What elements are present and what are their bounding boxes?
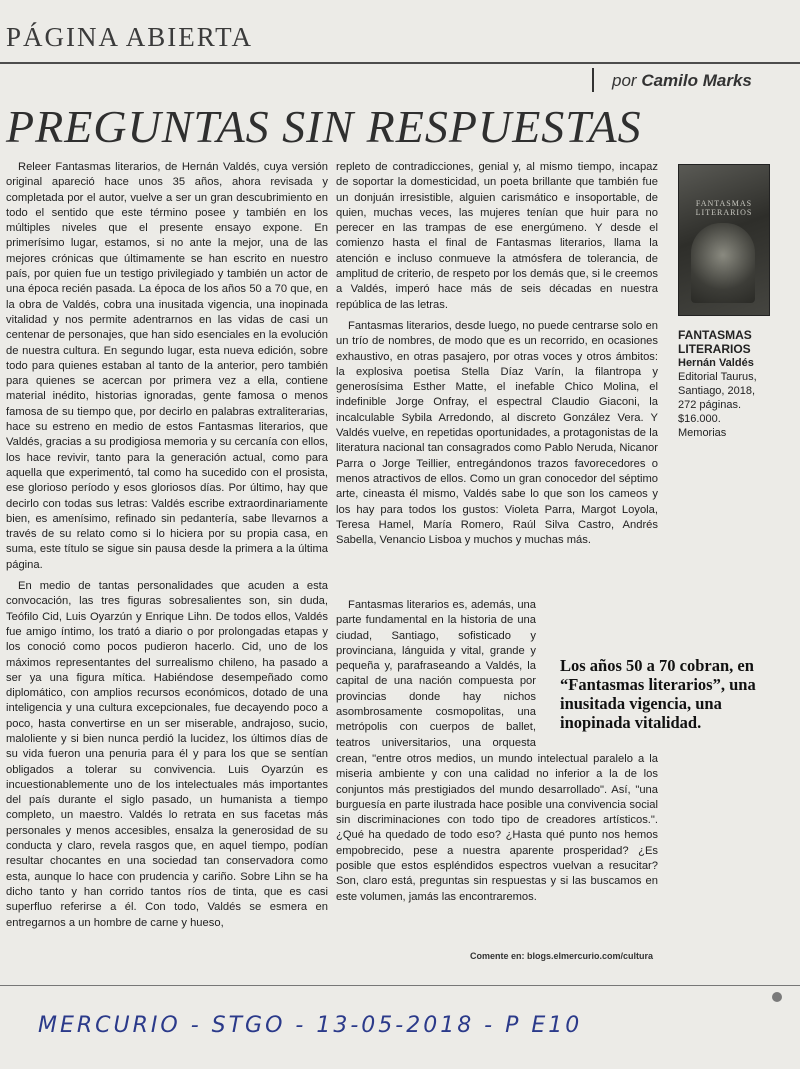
pull-quote: Los años 50 a 70 cobran, en “Fantasmas literarios”, una inusitada vigencia, una inopinada vitalidad.	[560, 656, 756, 732]
book-info	[678, 328, 796, 440]
cover-art	[691, 223, 755, 303]
byline-prefix: por	[612, 71, 637, 90]
book-price: $16.000.	[678, 413, 721, 425]
book-cover-image	[678, 164, 770, 316]
cover-title: FANTASMAS LITERARIOS	[695, 199, 753, 217]
bottom-rule	[0, 985, 800, 986]
book-author: Hernán Valdés	[678, 357, 754, 369]
byline-author: Camilo Marks	[641, 71, 752, 90]
article-column-2	[336, 160, 658, 596]
comment-link[interactable]: Comente en: blogs.elmercurio.com/cultura	[470, 951, 654, 961]
handwritten-note: MERCURIO - STGO - 13-05-2018 - P E10	[38, 1013, 583, 1038]
book-pages: 272 páginas.	[678, 399, 741, 411]
top-rule	[0, 62, 800, 64]
article-column-1	[6, 160, 328, 985]
paragraph: crean, "entre otros medios, un mundo intelectual paralelo a la miseria ambiente y con una calidad no inferior a la de los conjuntos más prestigiados del mundo desarrollado". Así, "una burguesía en parte ilustrada hace posible una convivencia social sin discriminaciones con todo tipo de creadores artísticos.". ¿Qué ha quedado de todo eso? ¿Hasta qué punto nos hemos empobrecido, pese a nuestra aparente prosperidad? ¿Es posible que estos espléndidos espectros vuelvan a resucitar? Son, claro está, preguntas sin respuestas y si las buscamos en este volumen, jamás las encontraremos.	[336, 753, 658, 903]
byline-bar	[592, 68, 594, 92]
paragraph: Fantasmas literarios, desde luego, no puede centrarse solo en un trío de nombres, de modo que es un recorrido, en ocasiones exhaustivo, en otras pasajero, por otras voces y otros ámbitos: la explosiva poetisa Stella Díaz Varín, la filantropa y generosísima Esther Matte, el inefable Chico Molina, el indefinible Jorge Onfray, el espectral Claudio Giaconi, la incalculable Sybila Arredondo, al discreto González Vera. Y Valdés vuelve, en repetidas oportunidades, a protagonistas de la literatura nacional tan consagrados como Pablo Neruda, Nicanor Parra o Jorge Teillier, entregándonos trazos favorecedores o menos atractivos de ellos. Como un gran conocedor del séptimo arte, cineasta él mismo, Valdés sabe lo que son los cameos y los hay para todos los gustos: Violeta Parra, Margot Loyola, Teresa Hamel, María Romero, Raúl Silva Castro, Andrés Sabella, Venancio Lisboa y muchos y muchas más.	[336, 319, 658, 547]
book-title-line1: FANTASMAS	[678, 328, 752, 342]
article-column-2-end	[336, 752, 658, 932]
paragraph: En medio de tantas personalidades que acuden a esta convocación, las tres figuras sobresalientes son, sin duda, Teófilo Cid, Luis Oyarzún y Enrique Lihn. De todos ellos, Valdés fue amigo íntimo, los trató a diario o por prolongadas etapas y los conoció como pocos pudieron hacerlo. Cid, uno de los máximos representantes del surrealismo chileno, ha pasado a ser ya una figura mítica. Habiéndose desempeñado como diplomático, con amplios recursos económicos, dotado de una inteligencia y una cultura excepcionales, fue decayendo poco a poco, hasta convertirse en un ser miserable, andrajoso, sucio, maloliente y si bien nunca perdió la lucidez, los últimos días de su vida fueron una penuria para él y para los que se sentían obligados a tolerar su convivencia. Luis Oyarzún es incuestionablemente uno de los intelectuales más importantes del país durante el siglo pasado, un humanista a tiempo completo, un maestro. Valdés lo retrata en sus facetas más personales y menos accesibles, ensalza la generosidad de su conducta y claro, revela rasgos que, en aquel tiempo, podían resultar chocantes en una sociedad tan conservadora como esta, aunque lo hace con prudencia y cariño. Sobre Lihn se ha dicho tanto y han corrido tantos ríos de tinta, que es casi superfluo referirse a él. Con todo, Valdés se esmera en entregarnos a un hombre de carne y hueso,	[6, 580, 328, 929]
book-genre: Memorias	[678, 427, 727, 439]
paragraph: Releer Fantasmas literarios, de Hernán Valdés, cuya versión original apareció hace unos 35 años, ahora revisada y completada por el autor, vuelve a ser un gran descubrimiento en todo el sentido que este término posee y también en los múltiples niveles que el presente ensayo expone. En primerísimo lugar, estamos, si no ante la mejor, una de las mejores crónicas que últimamente se han escrito en nuestro país, por quien fue un testigo privilegiado y también un actor de una época recién pasada. La época de los años 50 a 70 que, en la obra de Valdés, cobra una inusitada vigencia, una inopinada vitalidad y nos permite adentrarnos en las vidas de casi un centenar de personajes, que han sido esenciales en la evolución de nuestra cultura. En segundo lugar, esta nueva edición, sobre todo para quienes estaban al tanto de la anterior, pero también para quienes se acercan por primera vez a ella, contiene material inédito, historias ignoradas, gente famosa o menos famosa de su tiempo que, por decirlo en palabras extraliterarias, hace su estreno en medio de estos Fantasmas literarios, que Valdés, gracias a su prodigiosa memoria y su cercanía con ellos, los hace revivir, tanto para la generación actual, como para aquella que experimentó, tal como ha sucedido con el prosista, ese glorioso período y esos gloriosos días. Por último, hay que decirlo con todas sus letras: Valdés escribe extraordinariamente bien, es amenísimo, refinado sin pedantería, sabe llevarnos a través de su relato como si lo hiciera por su propia casa, en suma, este título se sigue sin pausa desde la primera a la última página.	[6, 161, 328, 571]
paragraph: Fantasmas literarios es, además, una parte fundamental en la historia de una ciudad, Santiago, sofisticado y provinciana, lánguida y vital, grande y pequeña y, parafraseando a Valdés, la capital de una nación compuesta por provincias donde hay nichos asombrosamente cosmopolitas, una metrópolis con cuerpos de ballet, teatros universitarios, una orquesta	[336, 599, 536, 749]
book-publisher: Editorial Taurus,	[678, 371, 757, 383]
punch-hole-icon	[772, 992, 782, 1002]
headline: PREGUNTAS SIN RESPUESTAS	[6, 101, 642, 152]
paragraph: repleto de contradicciones, genial y, al mismo tiempo, incapaz de soportar la domesticidad, un poeta brillante que también fue un donjuán irresistible, alguien carismático e insoportable, de quien, muchas veces, las mujeres tenían que huir para no perecer en las trampas de ese energúmeno. Y desde el comienzo hasta el final de Fantasmas literarios, llama la atención e incluso conmueve la atmósfera de tolerancia, de amplitud de criterio, de respeto por los demás que, si le creemos a Valdés, imperó hace más de seis décadas en nuestra república de las letras.	[336, 161, 658, 311]
byline	[612, 71, 752, 91]
book-place-year: Santiago, 2018,	[678, 385, 756, 397]
section-label: PÁGINA ABIERTA	[6, 22, 253, 52]
book-title-line2: LITERARIOS	[678, 342, 751, 356]
article-column-2-wrap	[336, 598, 536, 750]
